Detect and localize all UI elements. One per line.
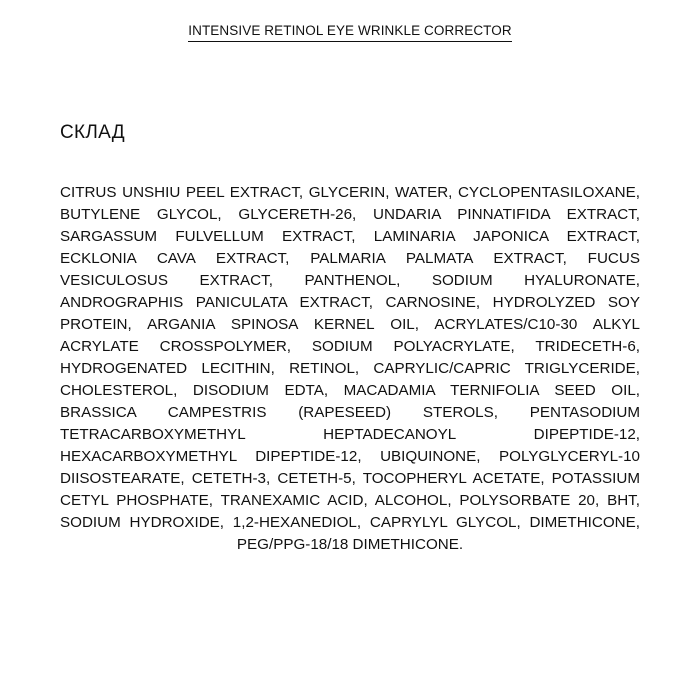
product-title-text: INTENSIVE RETINOL EYE WRINKLE CORRECTOR	[188, 22, 511, 42]
section-heading: СКЛАД	[60, 122, 125, 143]
ingredients-list: CITRUS UNSHIU PEEL EXTRACT, GLYCERIN, WATER, CYCLOPENTASILOXANE, BUTYLENE GLYCOL, GLYCERETH-26, UNDARIA PINNATIFIDA EXTRACT, SARGASSUM FULVELLUM EXTRACT, LAMINARIA JAPONICA EXTRACT, ECKLONIA CAVA EXTRACT, PALMARIA PALMATA EXTRACT, FUCUS VESICULOSUS EXTRACT, PANTHENOL, SODIUM HYALURONATE, ANDROGRAPHIS PANICULATA EXTRACT, CARNOSINE, HYDROLYZED SOY PROTEIN, ARGANIA SPINOSA KERNEL OIL, ACRYLATES/C10-30 ALKYL ACRYLATE CROSSPOLYMER, SODIUM POLYACRYLATE, TRIDECETH-6, HYDROGENATED LECITHIN, RETINOL, CAPRYLIC/CAPRIC TRIGLYCERIDE, CHOLESTEROL, DISODIUM EDTA, MACADAMIA TERNIFOLIA SEED OIL, BRASSICA CAMPESTRIS (RAPESEED) STEROLS, PENTASODIUM TETRACARBOXYMETHYL HEPTADECANOYL DIPEPTIDE-12, HEXACARBOXYMETHYL DIPEPTIDE-12, UBIQUINONE, POLYGLYCERYL-10 DIISOSTEARATE, CETETH-3, CETETH-5, TOCOPHERYL ACETATE, POTASSIUM CETYL PHOSPHATE, TRANEXAMIC ACID, ALCOHOL, POLYSORBATE 20, BHT, SODIUM HYDROXIDE, 1,2-HEXANEDIOL, CAPRYLYL GLYCOL, DIMETHICONE, PEG/PPG-18/18 DIMETHICONE.	[60, 184, 640, 553]
product-title	[0, 22, 700, 42]
